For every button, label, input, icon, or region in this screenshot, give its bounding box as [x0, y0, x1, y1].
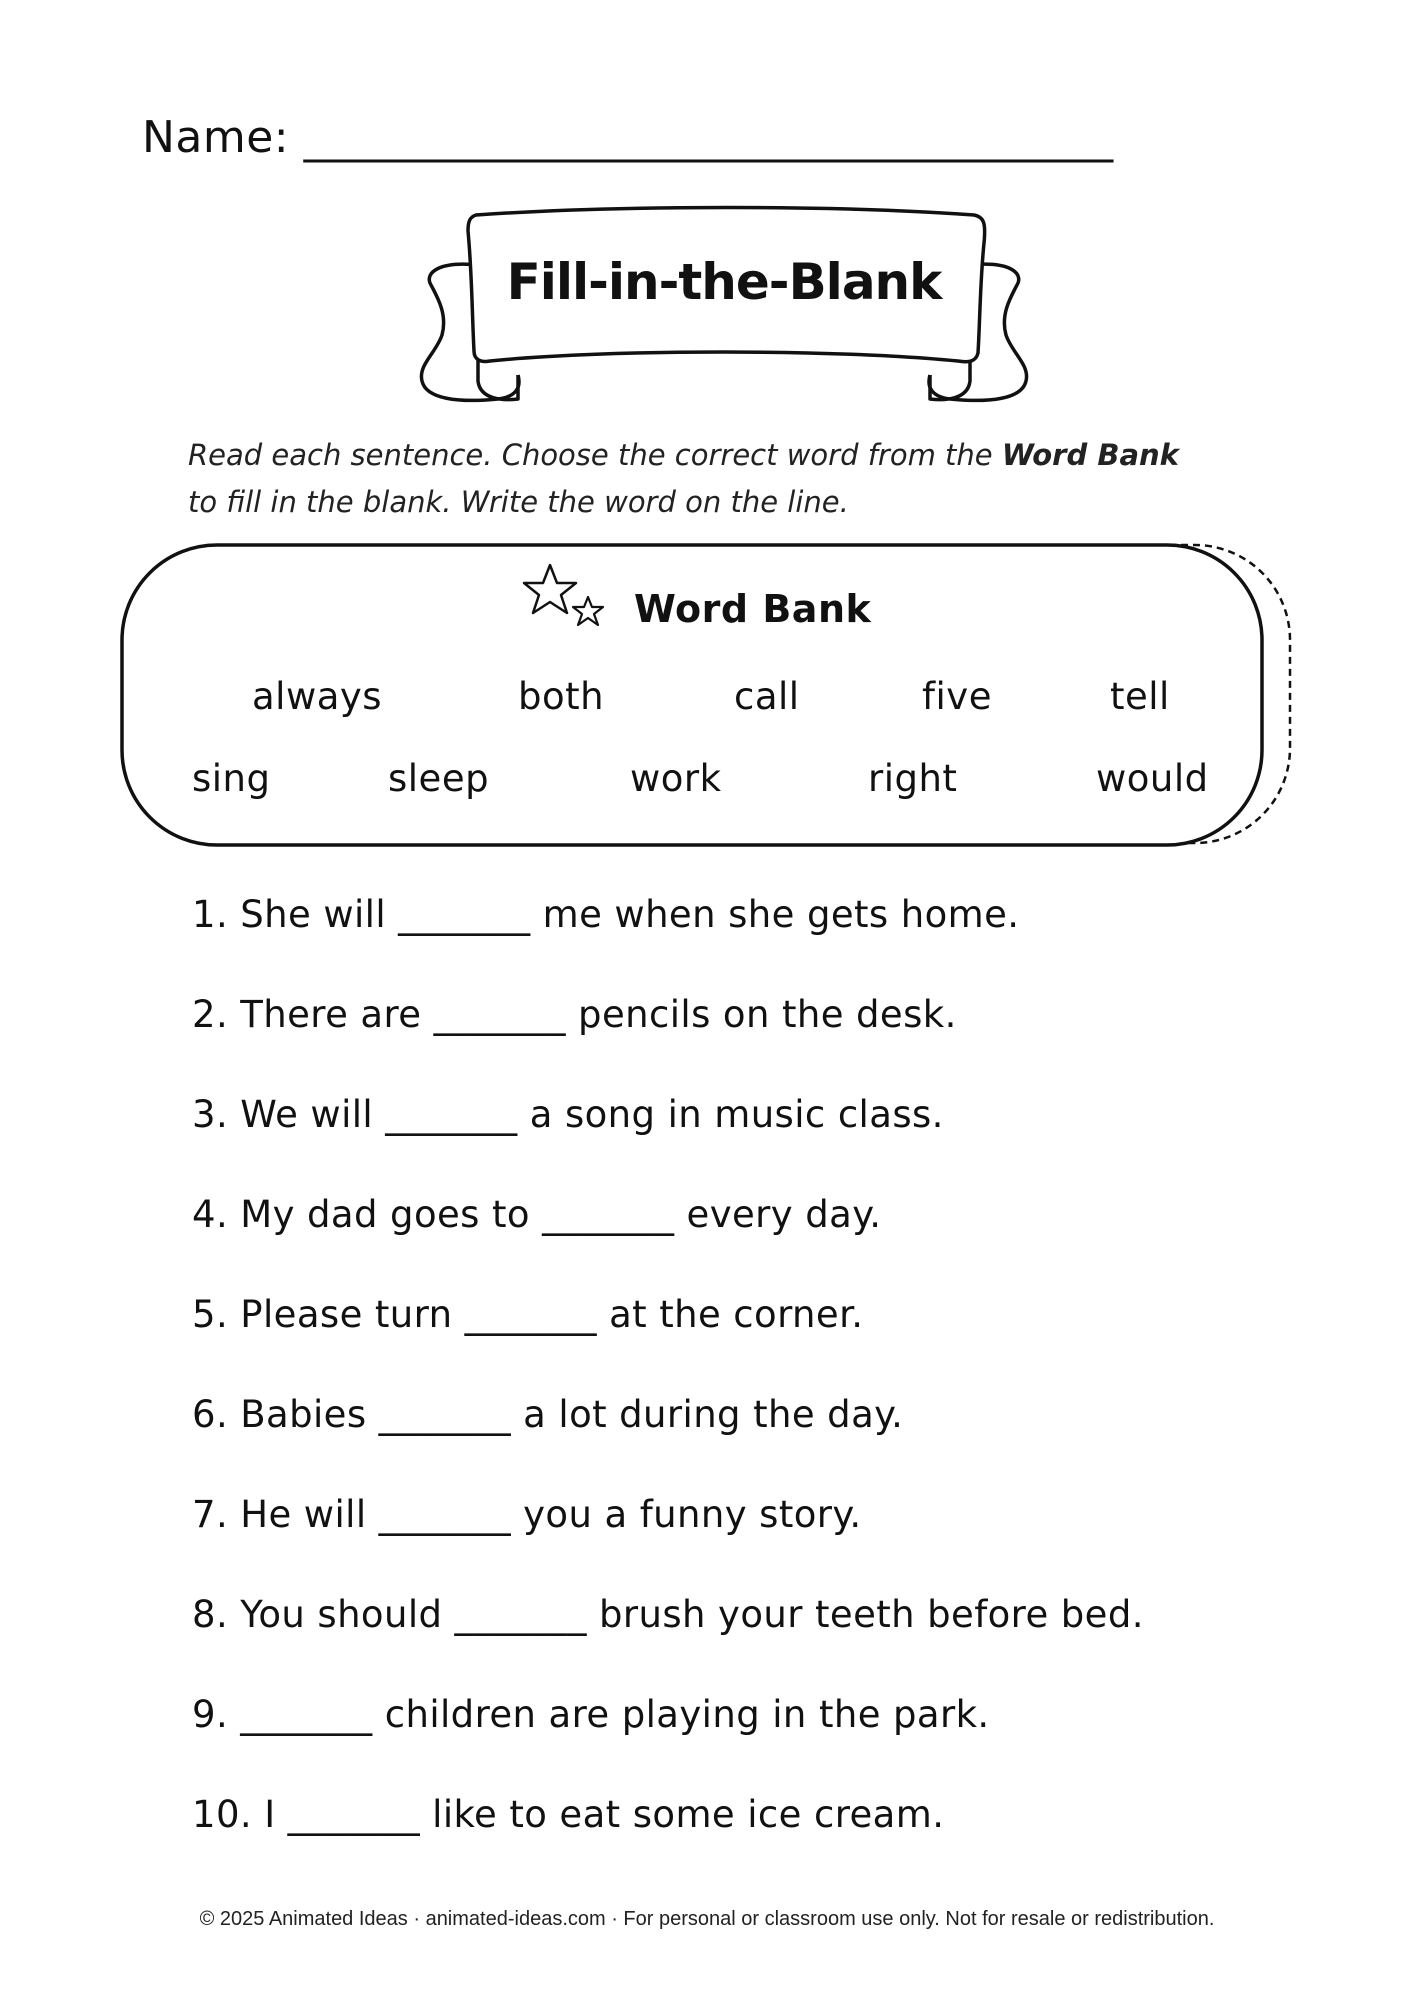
question-item: 5. Please turn _______ at the corner. — [192, 1293, 864, 1336]
word-bank-word: sing — [192, 757, 271, 800]
question-item: 3. We will _______ a song in music class. — [192, 1093, 944, 1136]
question-item: 7. He will _______ you a funny story. — [192, 1493, 862, 1536]
question-item: 1. She will _______ me when she gets home. — [192, 893, 1020, 936]
word-bank-word: tell — [1110, 675, 1170, 718]
question-item: 6. Babies _______ a lot during the day. — [192, 1393, 904, 1436]
instructions-text-2: to fill in the blank. Write the word on the line. — [188, 485, 849, 519]
instructions-bold: Word Bank — [1001, 438, 1179, 472]
word-bank-word: always — [252, 675, 383, 718]
question-item: 4. My dad goes to _______ every day. — [192, 1193, 882, 1236]
instructions-text-1: Read each sentence. Choose the correct word from the — [188, 438, 1002, 472]
word-bank-word: right — [868, 757, 958, 800]
word-bank-word: call — [734, 675, 800, 718]
question-item: 10. I _______ like to eat some ice cream. — [192, 1793, 945, 1836]
word-bank-word: work — [630, 757, 722, 800]
question-item: 8. You should _______ brush your teeth before bed. — [192, 1593, 1144, 1636]
page-title: Fill-in-the-Blank — [506, 253, 942, 311]
word-bank-word: both — [518, 675, 605, 718]
title-banner — [418, 203, 1030, 413]
word-bank-word: five — [922, 675, 992, 718]
word-bank-word: would — [1096, 757, 1209, 800]
word-bank-title: Word Bank — [634, 587, 872, 631]
question-item: 9. _______ children are playing in the park. — [192, 1693, 990, 1736]
instructions — [188, 432, 1288, 526]
name-field: Name: ____________________________________ — [142, 112, 1114, 163]
stars-icon — [516, 561, 626, 641]
word-bank — [118, 535, 1298, 855]
word-bank-word: sleep — [388, 757, 490, 800]
footer-copyright: © 2025 Animated Ideas · animated-ideas.com · For personal or classroom use only. Not for resale or redistribution. — [199, 1908, 1215, 1930]
question-item: 2. There are _______ pencils on the desk. — [192, 993, 957, 1036]
